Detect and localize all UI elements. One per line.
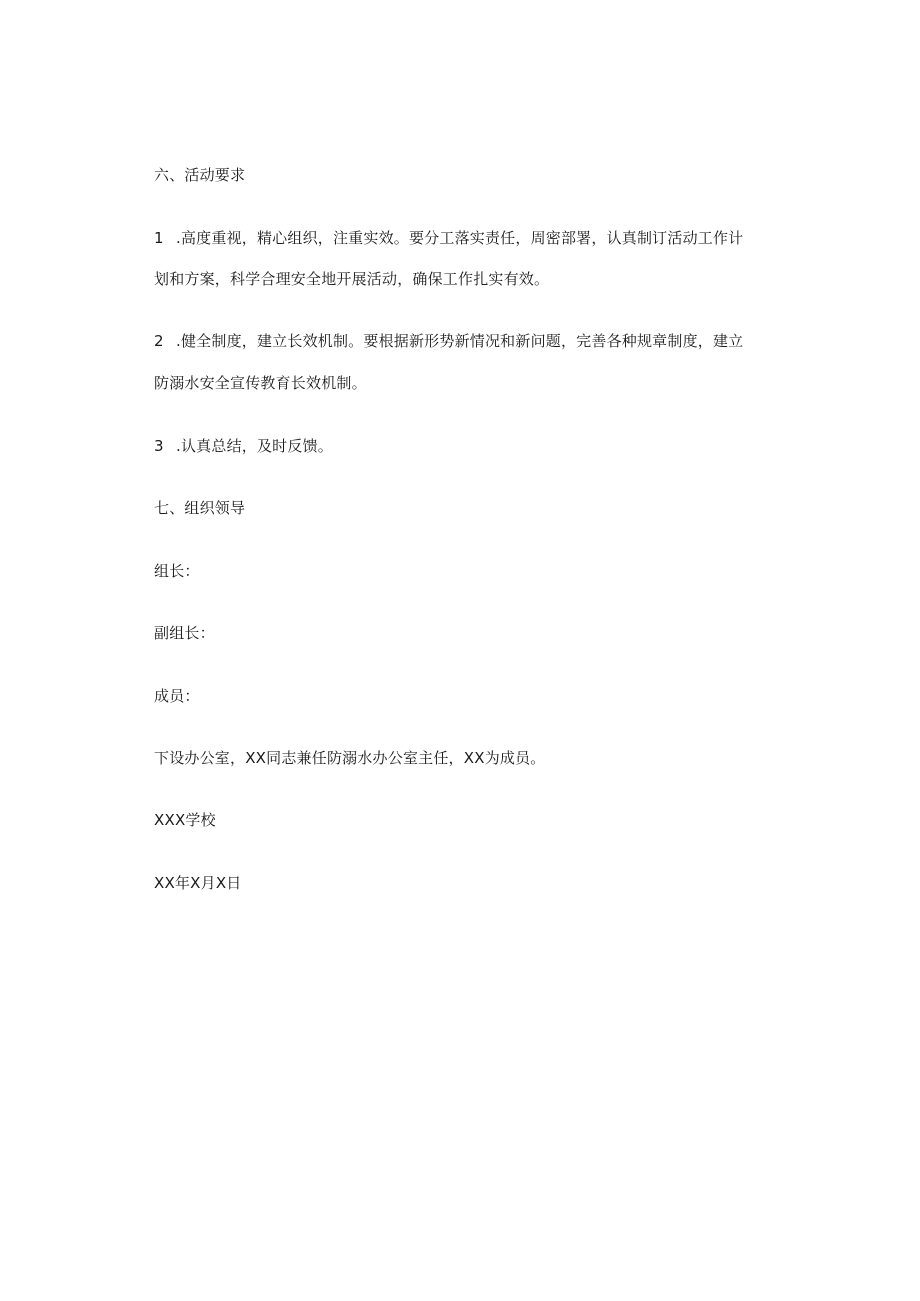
members-label: 成员： [154,687,200,705]
requirement-2-line-1 [154,331,743,351]
section-six-heading: 六、活动要求 [154,166,246,184]
requirement-3-line-1 [154,436,333,456]
deputy-leader-label: 副组长： [154,624,215,642]
school-name: XXX学校 [154,811,216,829]
leader-label: 组长： [154,562,200,580]
requirement-1-number: 1 [154,229,164,247]
document-date: XX年X月X日 [154,874,242,892]
requirement-2-text: .健全制度，建立长效机制。要根据新形势新情况和新问题，完善各种规章制度，建立 [176,332,744,350]
office-note: 下设办公室，XX同志兼任防溺水办公室主任，XX为成员。 [154,749,546,767]
requirement-2-number: 2 [154,332,164,350]
requirement-3-text: .认真总结，及时反馈。 [176,437,333,455]
requirement-3-number: 3 [154,437,164,455]
requirement-1-line-2: 划和方案，科学合理安全地开展活动，确保工作扎实有效。 [154,270,550,288]
section-seven-heading: 七、组织领导 [154,499,246,517]
requirement-1-line-1 [154,228,743,248]
requirement-2-line-2: 防溺水安全宣传教育长效机制。 [154,374,367,392]
requirement-1-text: .高度重视，精心组织，注重实效。要分工落实责任，周密部署，认真制订活动工作计 [176,229,744,247]
